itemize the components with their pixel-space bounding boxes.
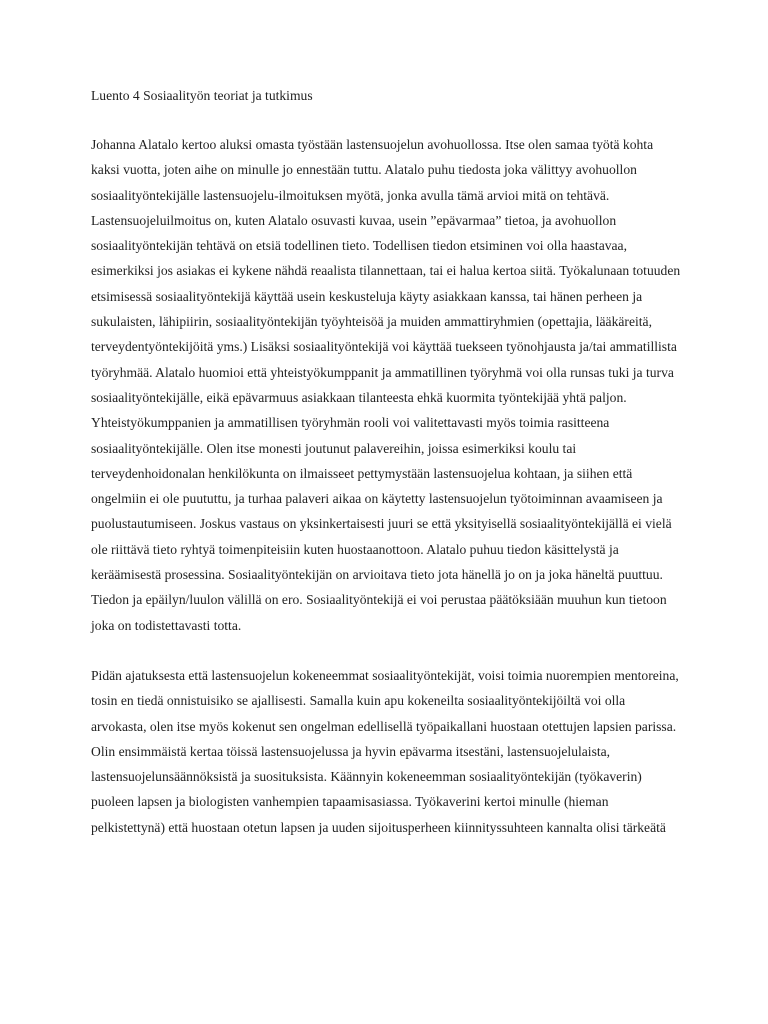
document-title: Luento 4 Sosiaalityön teoriat ja tutkimus	[91, 88, 313, 103]
document-body	[91, 86, 681, 840]
paragraph-1: Johanna Alatalo kertoo aluksi omasta työstään lastensuojelun avohuollossa. Itse olen samaa työtä kohta kaksi vuotta, joten aihe on minulle jo ennestään tuttu. Alatalo puhu tiedosta joka välittyy avohuollon sosiaalityöntekijälle lastensuojelu-ilmoituksen myötä, jonka avulla tämä arvioi mitä on tehtävä. Lastensuojeluilmoitus on, kuten Alatalo osuvasti kuvaa, usein ”epävarmaa” tietoa, ja avohuollon sosiaalityöntekijän tehtävä on etsiä todellinen tieto. Todellisen tiedon etsiminen voi olla haastavaa, esimerkiksi jos asiakas ei kykene nähdä reaalista tilannettaan, tai ei halua kertoa siitä. Työkalunaan totuuden etsimisessä sosiaalityöntekijä käyttää usein keskusteluja käyty asiakkaan kanssa, tai hänen perheen ja sukulaisten, lähipiirin, sosiaalityöntekijän työyhteisöä ja muiden ammattiryhmien (opettajia, lääkäreitä, terveydentyöntekijöitä yms.) Lisäksi sosiaalityöntekijä voi käyttää tuekseen työnohjausta ja/tai ammatillista työryhmää. Alatalo huomioi että yhteistyökumppanit ja ammatillinen työryhmä voi olla runsas tuki ja turva sosiaalityöntekijälle, eikä epävarmuus asiakkaan tilanteesta ehkä kuormita työntekijää yhtä paljon. Yhteistyökumppanien ja ammatillisen työryhmän rooli voi valitettavasti myös toimia rasitteena sosiaalityöntekijälle. Olen itse monesti joutunut palavereihin, joissa esimerkiksi koulu tai terveydenhoidonalan henkilökunta on ilmaisseet pettymystään lastensuojelua kohtaan, ja siihen että ongelmiin ei ole puututtu, ja turhaa palaveri aikaa on käytetty lastensuojelun työtoiminnan avaamiseen ja puolustautumiseen. Joskus vastaus on yksinkertaisesti juuri se että yksityisellä sosiaalityöntekijällä ei vielä ole riittävä tieto ryhtyä toimenpiteisiin kuten huostaanottoon. Alatalo puhuu tiedon käsittelystä ja keräämisestä prosessina. Sosiaalityöntekijän on arvioitava tieto jota hänellä jo on ja joka häneltä puuttuu. Tiedon ja epäilyn/luulon välillä on ero. Sosiaalityöntekijä ei voi perustaa päätöksiään muuhun kun tietoon joka on todistettavasti totta.	[91, 137, 681, 633]
paragraph-2: Pidän ajatuksesta että lastensuojelun kokeneemmat sosiaalityöntekijät, voisi toimia nuorempien mentoreina, tosin en tiedä onnistuisiko se ajallisesti. Samalla kuin apu kokeneilta sosiaalityöntekijöiltä voi olla arvokasta, olen itse myös kokenut sen ongelman edellisellä työpaikallani huostaan otettujen lapsien parissa. Olin ensimmäistä kertaa töissä lastensuojelussa ja hyvin epävarma itsestäni, lastensuojelulaista, lastensuojelunsäännöksistä ja suosituksista. Käännyin kokeneemman sosiaalityöntekijän (työkaverin) puoleen lapsen ja biologisten vanhempien tapaamisasiassa. Työkaverini kertoi minulle (hieman pelkistettynä) että huostaan otetun lapsen ja uuden sijoitusperheen kiinnityssuhteen kannalta olisi tärkeätä	[91, 667, 679, 835]
